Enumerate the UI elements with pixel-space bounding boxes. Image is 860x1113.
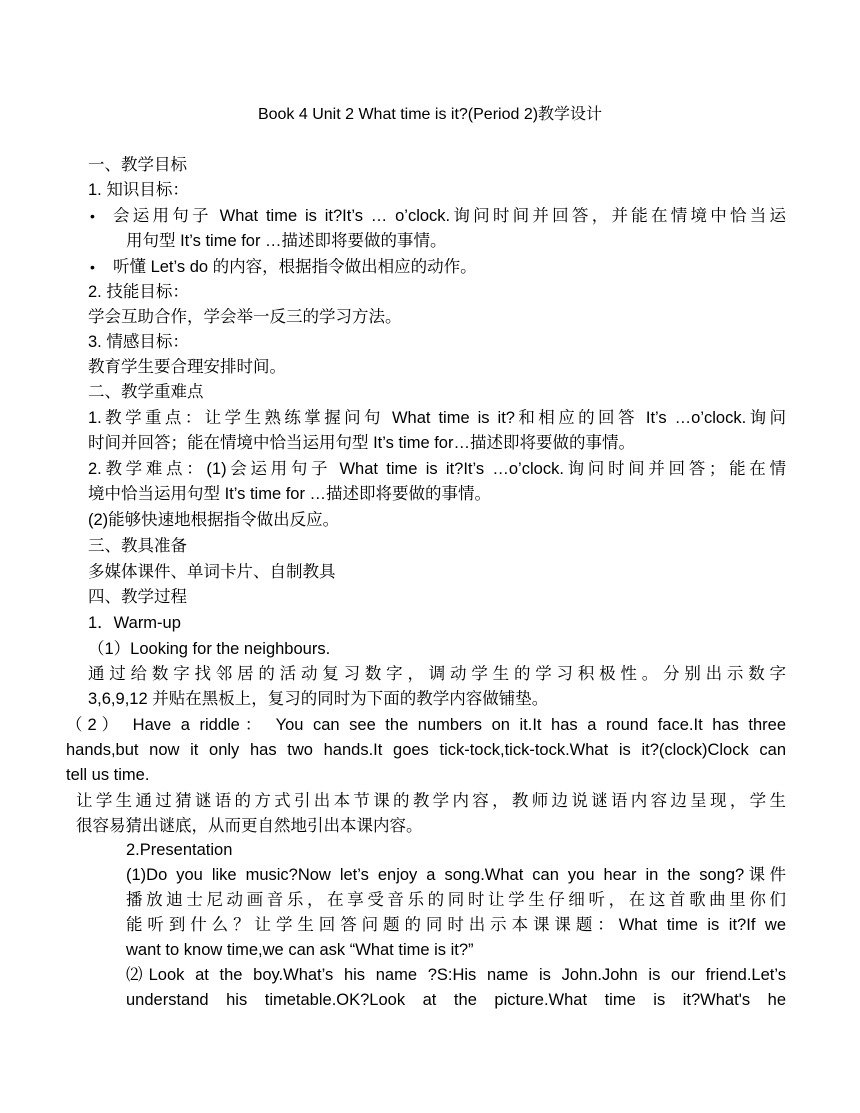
section-heading-process: 四、教学过程 <box>88 588 187 606</box>
bullet-dot: • <box>90 259 95 275</box>
presentation-label: 2.Presentation <box>126 841 233 859</box>
presentation-step-1-line-2: 播放迪士尼动画音乐，在享受音乐的同时让学生仔细听，在这首歌曲里你们 <box>126 891 786 909</box>
difficulty-line-2: 境中恰当运用句型 It’s time for …描述即将要做的事情。 <box>88 485 492 503</box>
warmup-step-1-label: （1）Looking for the neighbours. <box>88 640 331 658</box>
bullet-text-1a: 会运用句子 What time is it?It’s … o’clock.询问时间并回答，并能在情境中恰当运 <box>113 207 786 225</box>
riddle-line-1: （2） Have a riddle： You can see the numbers on it.It has a round face.It has three <box>66 716 786 734</box>
presentation-step-1-line-1: (1)Do you like music?Now let’s enjoy a song.What can you hear in the song?课件 <box>126 866 786 884</box>
key-point-line-2: 时间并回答；能在情境中恰当运用句型 It’s time for…描述即将要做的事情。 <box>88 434 635 452</box>
bullet-dot: • <box>90 208 95 224</box>
presentation-step-1-line-3: 能听到什么？让学生回答问题的同时出示本课课题：What time is it?If we <box>126 916 786 934</box>
riddle-line-3: tell us time. <box>66 766 150 784</box>
warmup-step-1-line-2: 3,6,9,12 并贴在黑板上，复习的同时为下面的教学内容做铺垫。 <box>88 690 549 708</box>
section-heading-objectives: 一、教学目标 <box>88 156 187 174</box>
skill-objective-label: 2. 技能目标： <box>88 283 189 301</box>
riddle-line-2: hands,but now it only has two hands.It goes tick-tock,tick-tock.What is it?(clock)Clock can <box>66 741 786 759</box>
presentation-step-2-line-2: understand his timetable.OK?Look at the picture.What time is it?What's he <box>126 991 786 1009</box>
emotion-objective-text: 教育学生要合理安排时间。 <box>88 358 286 376</box>
skill-objective-text: 学会互助合作，学会举一反三的学习方法。 <box>88 308 402 326</box>
riddle-explanation-line-2: 很容易猜出谜底，从而更自然地引出本课内容。 <box>76 817 423 835</box>
presentation-step-2-line-1: ⑵Look at the boy.What’s his name ?S:His name is John.John is our friend.Let’s <box>126 966 786 984</box>
knowledge-objective-label: 1. 知识目标： <box>88 181 189 199</box>
warmup-step-1-line-1: 通过给数字找邻居的活动复习数字，调动学生的学习积极性。分别出示数字 <box>88 665 786 683</box>
emotion-objective-label: 3. 情感目标： <box>88 333 189 351</box>
document-title: Book 4 Unit 2 What time is it?(Period 2)教学设计 <box>257 106 603 123</box>
bullet-text-2: 听懂 Let’s do 的内容，根据指令做出相应的动作。 <box>113 258 477 276</box>
key-point-line-1: 1.教学重点：让学生熟练掌握问句 What time is it?和相应的回答 It’s …o’clock.询问 <box>88 409 786 427</box>
warmup-label: 1．Warm-up <box>88 614 181 632</box>
presentation-step-1-line-4: want to know time,we can ask “What time is it?” <box>126 941 474 959</box>
section-heading-materials: 三、教具准备 <box>88 537 187 555</box>
riddle-explanation-line-1: 让学生通过猜谜语的方式引出本节课的教学内容，教师边说谜语内容边呈现，学生 <box>76 792 786 810</box>
section-heading-key-points: 二、教学重难点 <box>88 383 204 401</box>
bullet-text-1b: 用句型 It’s time for …描述即将要做的事情。 <box>126 232 447 250</box>
difficulty-line-1: 2.教学难点：(1)会运用句子 What time is it?It’s …o’clock.询问时间并回答；能在情 <box>88 460 786 478</box>
difficulty-line-3: (2)能够快速地根据指令做出反应。 <box>88 511 340 529</box>
materials-text: 多媒体课件、单词卡片、自制教具 <box>88 563 336 581</box>
